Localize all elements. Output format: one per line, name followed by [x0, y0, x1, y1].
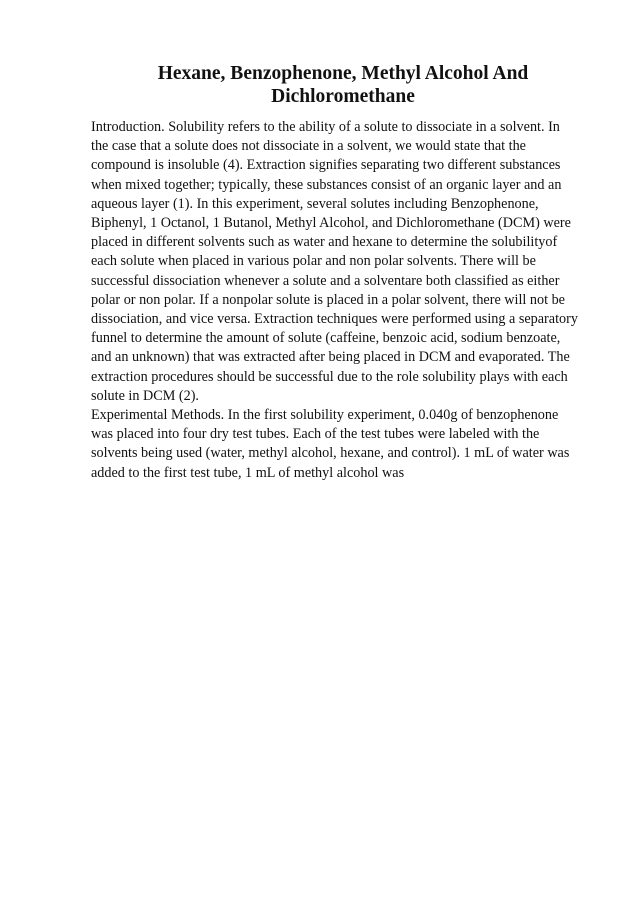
- title-line-1: Hexane, Benzophenone, Methyl Alcohol And: [157, 63, 529, 84]
- document-title: [92, 62, 594, 108]
- body-line-7: placed in different solvents such as water and hexane to determine the solubilityof: [91, 234, 558, 251]
- body-line-10: polar or non polar. If a nonpolar solute is placed in a polar solvent, there will not be: [91, 291, 565, 308]
- body-line-18: solvents being used (water, methyl alcohol, hexane, and control). 1 mL of water was: [91, 445, 570, 462]
- body-line-11: dissociation, and vice versa. Extraction techniques were performed using a separatory: [91, 311, 578, 328]
- body-line-1: Introduction. Solubility refers to the ability of a solute to dissociate in a solvent. In: [91, 119, 560, 135]
- title-line-2: Dichloromethane: [271, 86, 415, 107]
- body-line-4: when mixed together; typically, these substances consist of an organic layer and an: [91, 176, 562, 193]
- body-line-8: each solute when placed in various polar and non polar solvents. There will be: [91, 253, 536, 270]
- body-line-17: was placed into four dry test tubes. Each of the test tubes were labeled with the: [91, 426, 540, 443]
- body-line-6: Biphenyl, 1 Octanol, 1 Butanol, Methyl Alcohol, and Dichloromethane (DCM) were: [91, 215, 571, 232]
- body-line-9: successful dissociation whenever a solute and a solventare both classified as either: [91, 272, 560, 289]
- body-line-15: solute in DCM (2).: [91, 387, 199, 404]
- body-line-5: aqueous layer (1). In this experiment, several solutes including Benzophenone,: [91, 195, 539, 212]
- body-line-3: compound is insoluble (4). Extraction signifies separating two different substances: [91, 157, 561, 174]
- body-line-19: added to the first test tube, 1 mL of methyl alcohol was: [91, 464, 405, 481]
- body-line-13: and an unknown) that was extracted after being placed in DCM and evaporated. The: [91, 349, 570, 366]
- body-line-16: Experimental Methods. In the first solubility experiment, 0.040g of benzophenone: [91, 407, 559, 424]
- body-line-12: funnel to determine the amount of solute (caffeine, benzoic acid, sodium benzoate,: [91, 330, 561, 347]
- document-body: [91, 118, 597, 483]
- body-line-2: the case that a solute does not dissociate in a solvent, we would state that the: [91, 138, 526, 155]
- body-line-14: extraction procedures should be successful due to the role solubility plays with each: [91, 368, 568, 385]
